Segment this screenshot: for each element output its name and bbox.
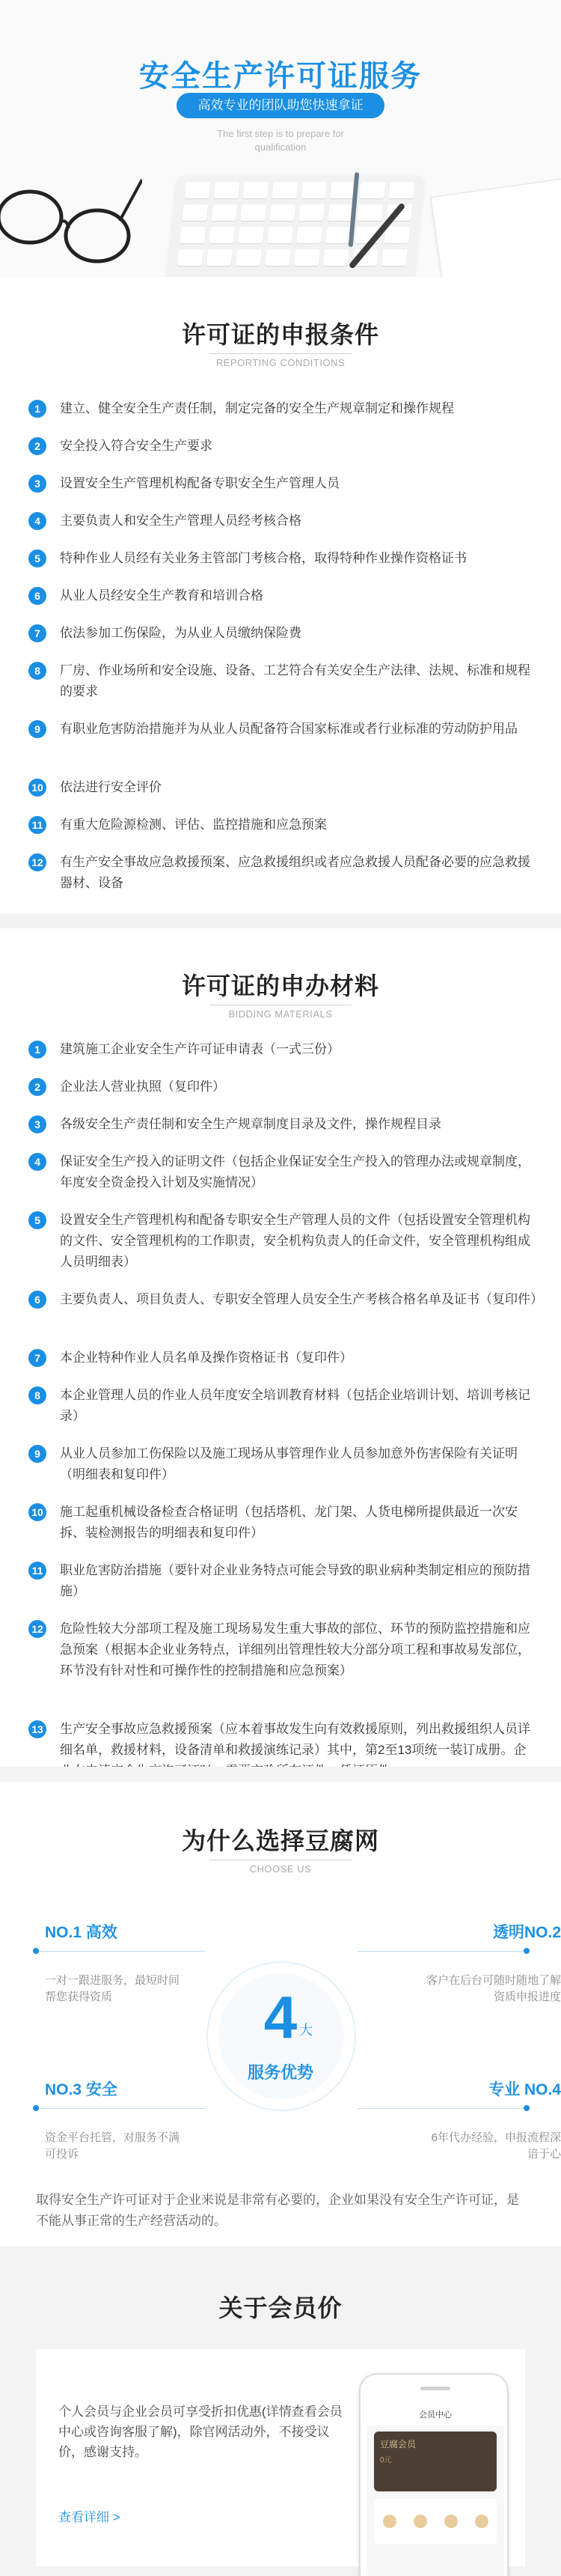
- item-text: 主要负责人、项目负责人、专职安全管理人员安全生产考核合格名单及证书（复印件）: [60, 1292, 543, 1306]
- advantage-label: 服务优势: [247, 2063, 313, 2082]
- advantage-unit: 大: [299, 2023, 313, 2038]
- item-number-badge: 12: [28, 1620, 46, 1638]
- item-text: 有生产安全事故应急救援预案、应急救援组织或者应急救援人员配备必要的应急救援器材、设备: [60, 855, 530, 890]
- item-text: 建筑施工企业安全生产许可证申请表（一式三份）: [60, 1042, 340, 1056]
- hero-subtitle-line: The first step is to prepare for: [217, 128, 344, 139]
- section-subtitle: REPORTING CONDITIONS: [215, 357, 346, 368]
- benefit-icon: [444, 2515, 458, 2528]
- section-subtitle: CHOOSE US: [249, 1863, 312, 1875]
- benefit-icon: [383, 2515, 396, 2528]
- hero-banner: [0, 0, 561, 277]
- item-number-badge: 12: [28, 853, 46, 871]
- item-number-badge: 9: [28, 720, 46, 738]
- item-number-badge: 11: [28, 1562, 46, 1580]
- item-text: 设置安全生产管理机构和配备专职安全生产管理人员的文件（包括设置安全管理机构的文件、安全管理机构的工作职责，安全机构负责人的任命文件，安全管理机构组成人员明细表）: [60, 1213, 530, 1269]
- item-number-badge: 6: [28, 587, 46, 605]
- member-card-balance: 0元: [380, 2456, 392, 2464]
- phone-icon-row: [374, 2499, 497, 2544]
- item-text: 危险性较大分部项工程及施工现场易发生重大事故的部位、环节的预防监控措施和应急预案（根据本企业业务特点，详细列出管理性较大分部分项工程和事故易发部位，环节没有针对性和可操作性的控制措施和应急预案）: [60, 1622, 530, 1678]
- feature-title: 专业 NO.4: [488, 2081, 561, 2098]
- feature-title: NO.1 高效: [45, 1924, 117, 1941]
- glasses-icon: [0, 165, 142, 277]
- item-number-badge: 5: [28, 1211, 46, 1229]
- conditions-section: [0, 277, 561, 913]
- item-text: 从业人员参加工伤保险以及施工现场从事管理作业人员参加意外伤害保险有关证明（明细表和复印件）: [60, 1446, 518, 1482]
- feature-title: NO.3 安全: [45, 2081, 117, 2098]
- item-number-badge: 3: [28, 475, 46, 493]
- item-number-badge: 7: [28, 1349, 46, 1367]
- item-text: 主要负责人和安全生产管理人员经考核合格: [60, 514, 301, 528]
- feature-dot: [33, 1948, 39, 1954]
- item-number-badge: 11: [28, 816, 46, 834]
- section-title: 许可证的申办材料: [181, 972, 379, 999]
- member-description: 个人会员与企业会员可享受折扣优惠(详情查看会员中心或咨询客服了解)，除官网活动外，不接受议价，感谢支持。: [58, 2405, 343, 2459]
- item-text: 厂房、作业场所和安全设施、设备、工艺符合有关安全生产法律、法规、标准和规程的要求: [60, 663, 530, 698]
- section-title: 为什么选择豆腐网: [181, 1827, 379, 1854]
- item-number-badge: 10: [28, 1503, 46, 1521]
- divider: [209, 353, 352, 354]
- benefit-icon: [414, 2515, 427, 2528]
- item-text: 各级安全生产责任制和安全生产规章制度目录及文件，操作规程目录: [60, 1117, 441, 1131]
- view-details-link[interactable]: 查看详细 >: [58, 2510, 120, 2524]
- feature-desc: 6年代办经验，申报流程深谙于心: [431, 2131, 561, 2161]
- item-text: 职业危害防治措施（要针对企业业务特点可能会导致的职业病种类制定相应的预防措施）: [60, 1563, 530, 1598]
- item-number-badge: 8: [28, 1386, 46, 1404]
- materials-section: [0, 928, 561, 1767]
- feature-title: 透明NO.2: [492, 1924, 561, 1941]
- item-number-badge: 3: [28, 1115, 46, 1133]
- hero-subtitle: [206, 127, 355, 154]
- feature-efficient: [45, 1920, 232, 2006]
- item-text: 有职业危害防治措施并为从业人员配备符合国家标准或者行业标准的劳动防护用品: [60, 722, 518, 736]
- member-card-title: 豆腐会员: [380, 2439, 417, 2449]
- item-number-badge: 8: [28, 662, 46, 680]
- item-text: 安全投入符合安全生产要求: [60, 439, 212, 453]
- section-title: 关于会员价: [218, 2295, 343, 2321]
- feature-desc: 一对一跟进服务，最短时间帮您获得资质: [45, 1974, 180, 2003]
- item-text: 本企业特种作业人员名单及操作资格证书（复印件）: [60, 1351, 352, 1365]
- member-card-preview: [374, 2432, 497, 2491]
- item-text: 企业法人营业执照（复印件）: [60, 1080, 225, 1094]
- member-section: [0, 2246, 561, 2576]
- feature-desc: 客户在后台可随时随地了解资质申报进度: [426, 1974, 561, 2003]
- hero-tagline-badge: 高效专业的团队助您快速拿证: [177, 93, 384, 118]
- item-text: 保证安全生产投入的证明文件（包括企业保证安全生产投入的管理办法或规章制度，年度安全资金投入计划及实施情况）: [60, 1154, 530, 1190]
- feature-dot: [33, 2105, 39, 2111]
- section-subtitle: BIDDING MATERIALS: [228, 1008, 333, 1020]
- item-number-badge: 2: [28, 437, 46, 455]
- phone-speaker: [420, 2387, 450, 2390]
- benefit-icon: [475, 2515, 488, 2528]
- notebook-illustration: [430, 178, 561, 277]
- item-number-badge: 13: [28, 1720, 46, 1738]
- item-number-badge: 9: [28, 1445, 46, 1463]
- phone-header: 会员中心: [367, 2405, 504, 2426]
- section-title: 许可证的申报条件: [181, 321, 379, 348]
- item-number-badge: 10: [28, 779, 46, 797]
- feature-transparent: [374, 1920, 561, 2006]
- item-number-badge: 1: [28, 1041, 46, 1059]
- item-text: 施工起重机械设备检查合格证明（包括塔机、龙门架、人货电梯所提供最近一次安拆、装检测报告的明细表和复印件）: [60, 1505, 518, 1540]
- section-gap: [0, 1767, 561, 1782]
- item-text: 设置安全生产管理机构配备专职安全生产管理人员: [60, 476, 340, 490]
- item-text: 依法参加工伤保险，为从业人员缴纳保险费: [60, 626, 301, 640]
- item-text: 建立、健全安全生产责任制，制定完备的安全生产规章制定和操作规程: [60, 401, 454, 415]
- item-text: 生产安全事故应急救援预案（应本着事故发生向有效救援原则，列出救援组织人员详细名单，救援材料，设备清单和救援演练记录）其中，第2至13项统一装订成册。企: [60, 1722, 530, 1757]
- item-text: 依法进行安全评价: [60, 780, 162, 794]
- feature-professional: [374, 2077, 561, 2163]
- item-number-badge: 5: [28, 549, 46, 567]
- feature-desc: 资金平台托管，对服务不满可投诉: [45, 2131, 180, 2161]
- item-number-badge: 2: [28, 1078, 46, 1096]
- section-gap: [0, 913, 561, 928]
- hero-title: 安全生产许可证服务: [139, 60, 422, 93]
- item-number-badge: 6: [28, 1291, 46, 1309]
- item-number-badge: 4: [28, 512, 46, 530]
- phone-mockup: [359, 2373, 509, 2576]
- item-text: 从业人员经安全生产教育和培训合格: [60, 588, 263, 603]
- why-paragraph: 取得安全生产许可证对于企业来说是非常有必要的，企业如果没有安全生产许可证，是不能从事正常的生产经营活动的。: [36, 2193, 519, 2228]
- phone-top: [361, 2375, 509, 2405]
- item-number-badge: 4: [28, 1153, 46, 1171]
- item-text: 有重大危险源检测、评估、监控措施和应急预案: [60, 817, 327, 832]
- item-number-badge: 7: [28, 624, 46, 642]
- advantage-number: 4: [263, 1984, 298, 2050]
- phone-screen: [367, 2405, 504, 2576]
- hero-subtitle-line: qualification: [254, 141, 307, 153]
- item-text: 特种作业人员经有关业务主管部门考核合格，取得特种作业操作资格证书: [60, 551, 467, 565]
- item-number-badge: 1: [28, 400, 46, 418]
- item-text: 本企业管理人员的作业人员年度安全培训教育材料（包括企业培训计划、培训考核记录）: [60, 1388, 530, 1423]
- why-section: [0, 1782, 561, 2246]
- feature-secure: [45, 2077, 232, 2163]
